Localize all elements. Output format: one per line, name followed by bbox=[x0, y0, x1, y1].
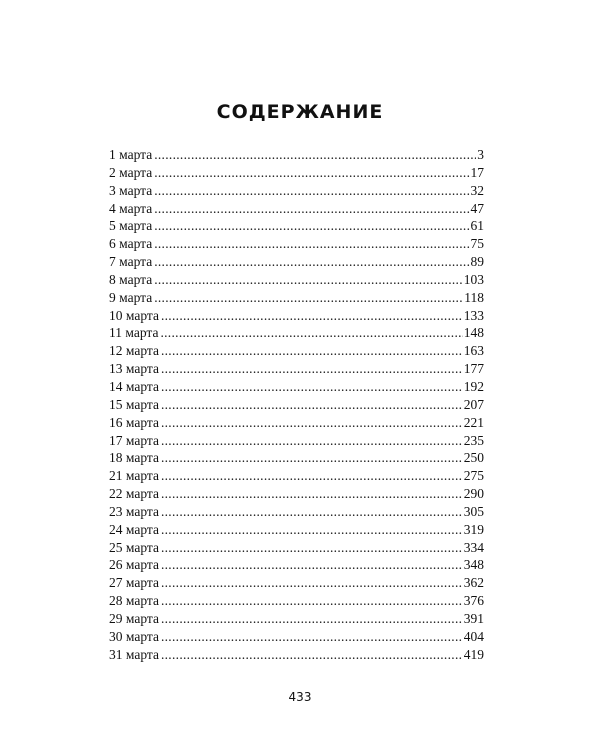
toc-entry-label: 2 марта bbox=[109, 164, 153, 180]
dot-leader bbox=[161, 360, 463, 378]
toc-entry-page: 207 bbox=[463, 396, 484, 412]
toc-entry-label: 23 марта bbox=[109, 503, 159, 519]
toc-entry-label: 10 марта bbox=[109, 307, 159, 323]
toc-entry-page: 334 bbox=[463, 539, 484, 555]
toc-entry bbox=[109, 217, 484, 235]
toc-entry-label: 28 марта bbox=[109, 593, 159, 609]
toc-entry-label: 16 марта bbox=[109, 414, 159, 430]
toc-entry-page: 3 bbox=[477, 147, 484, 162]
toc-entry bbox=[109, 200, 484, 218]
dot-leader bbox=[161, 342, 463, 360]
toc-entry-label: 12 марта bbox=[109, 343, 159, 359]
toc-entry-page: 419 bbox=[463, 646, 484, 662]
dot-leader bbox=[154, 217, 469, 235]
toc-entry-page: 32 bbox=[470, 182, 484, 198]
toc-entry-page: 103 bbox=[463, 271, 484, 287]
toc-entry-page: 163 bbox=[463, 343, 484, 359]
toc-entry-label: 24 марта bbox=[109, 521, 159, 537]
toc-entry-page: 404 bbox=[463, 628, 484, 644]
toc-entry bbox=[109, 289, 484, 307]
toc-entry bbox=[109, 307, 484, 325]
dot-leader bbox=[161, 467, 463, 485]
toc-entry-label: 3 марта bbox=[109, 182, 153, 198]
toc-entry-page: 47 bbox=[470, 200, 484, 216]
toc-entry-label: 6 марта bbox=[109, 236, 153, 252]
toc-entry bbox=[109, 396, 484, 414]
toc-entry-page: 118 bbox=[464, 289, 484, 305]
dot-leader bbox=[160, 324, 462, 342]
toc-entry-page: 376 bbox=[463, 593, 484, 609]
toc-entry-label: 14 марта bbox=[109, 378, 159, 394]
toc-entry bbox=[109, 467, 484, 485]
toc-entry-label: 13 марта bbox=[109, 361, 159, 377]
toc-entry bbox=[109, 574, 484, 592]
toc-entry-page: 391 bbox=[463, 610, 484, 626]
dot-leader bbox=[154, 235, 469, 253]
toc-entry bbox=[109, 485, 484, 503]
toc-entry bbox=[109, 449, 484, 467]
dot-leader bbox=[161, 628, 463, 646]
table-of-contents bbox=[109, 146, 484, 663]
toc-entry-page: 192 bbox=[463, 378, 484, 394]
toc-entry bbox=[109, 342, 484, 360]
dot-leader bbox=[161, 592, 463, 610]
toc-entry-label: 18 марта bbox=[109, 450, 159, 466]
toc-entry-label: 17 марта bbox=[109, 432, 159, 448]
toc-entry-page: 133 bbox=[463, 307, 484, 323]
toc-entry bbox=[109, 271, 484, 289]
toc-entry-page: 319 bbox=[463, 521, 484, 537]
toc-entry bbox=[109, 432, 484, 450]
dot-leader bbox=[161, 539, 463, 557]
toc-entry bbox=[109, 414, 484, 432]
dot-leader bbox=[161, 646, 463, 664]
dot-leader bbox=[154, 146, 476, 164]
toc-entry bbox=[109, 164, 484, 182]
toc-entry-label: 5 марта bbox=[109, 218, 153, 234]
toc-entry bbox=[109, 235, 484, 253]
page-number: 433 bbox=[288, 690, 312, 704]
toc-entry-page: 177 bbox=[463, 361, 484, 377]
dot-leader bbox=[161, 485, 463, 503]
toc-entry-label: 11 марта bbox=[109, 325, 159, 341]
dot-leader bbox=[161, 503, 463, 521]
toc-entry-page: 221 bbox=[463, 414, 484, 430]
toc-entry-label: 7 марта bbox=[109, 254, 153, 270]
toc-entry-label: 29 марта bbox=[109, 610, 159, 626]
dot-leader bbox=[161, 414, 463, 432]
dot-leader bbox=[161, 556, 463, 574]
toc-entry-page: 148 bbox=[463, 325, 484, 341]
dot-leader bbox=[161, 521, 463, 539]
toc-entry-label: 26 марта bbox=[109, 557, 159, 573]
toc-entry bbox=[109, 610, 484, 628]
dot-leader bbox=[154, 164, 469, 182]
toc-entry-page: 275 bbox=[463, 468, 484, 484]
dot-leader bbox=[154, 182, 469, 200]
toc-entry-page: 235 bbox=[463, 432, 484, 448]
toc-entry-page: 89 bbox=[470, 254, 484, 270]
toc-entry-label: 1 марта bbox=[109, 147, 153, 162]
toc-entry-page: 17 bbox=[470, 164, 484, 180]
toc-entry-label: 9 марта bbox=[109, 289, 153, 305]
toc-entry-label: 4 марта bbox=[109, 200, 153, 216]
toc-entry bbox=[109, 503, 484, 521]
toc-entry-page: 290 bbox=[463, 486, 484, 502]
toc-entry-label: 22 марта bbox=[109, 486, 159, 502]
toc-entry bbox=[109, 556, 484, 574]
dot-leader bbox=[154, 289, 463, 307]
page-title: СОДЕРЖАНИЕ bbox=[216, 100, 384, 123]
toc-entry bbox=[109, 146, 484, 164]
toc-entry-label: 15 марта bbox=[109, 396, 159, 412]
toc-entry-label: 21 марта bbox=[109, 468, 159, 484]
toc-entry-label: 8 марта bbox=[109, 271, 153, 287]
toc-entry-label: 30 марта bbox=[109, 628, 159, 644]
dot-leader bbox=[154, 253, 469, 271]
toc-entry-page: 305 bbox=[463, 503, 484, 519]
toc-entry bbox=[109, 592, 484, 610]
dot-leader bbox=[154, 200, 469, 218]
dot-leader bbox=[161, 432, 463, 450]
dot-leader bbox=[161, 307, 463, 325]
toc-entry-label: 25 марта bbox=[109, 539, 159, 555]
dot-leader bbox=[161, 574, 463, 592]
toc-entry-page: 61 bbox=[470, 218, 484, 234]
toc-entry bbox=[109, 628, 484, 646]
toc-entry-page: 348 bbox=[463, 557, 484, 573]
toc-entry-label: 27 марта bbox=[109, 575, 159, 591]
toc-entry bbox=[109, 521, 484, 539]
dot-leader bbox=[161, 378, 463, 396]
dot-leader bbox=[161, 449, 463, 467]
toc-entry bbox=[109, 646, 484, 664]
toc-entry-page: 75 bbox=[470, 236, 484, 252]
toc-entry bbox=[109, 378, 484, 396]
toc-entry bbox=[109, 182, 484, 200]
dot-leader bbox=[154, 271, 463, 289]
toc-entry bbox=[109, 324, 484, 342]
toc-entry bbox=[109, 253, 484, 271]
toc-entry bbox=[109, 360, 484, 378]
dot-leader bbox=[161, 610, 463, 628]
toc-entry-page: 250 bbox=[463, 450, 484, 466]
toc-entry bbox=[109, 539, 484, 557]
toc-entry-label: 31 марта bbox=[109, 646, 159, 662]
toc-entry-page: 362 bbox=[463, 575, 484, 591]
dot-leader bbox=[161, 396, 463, 414]
